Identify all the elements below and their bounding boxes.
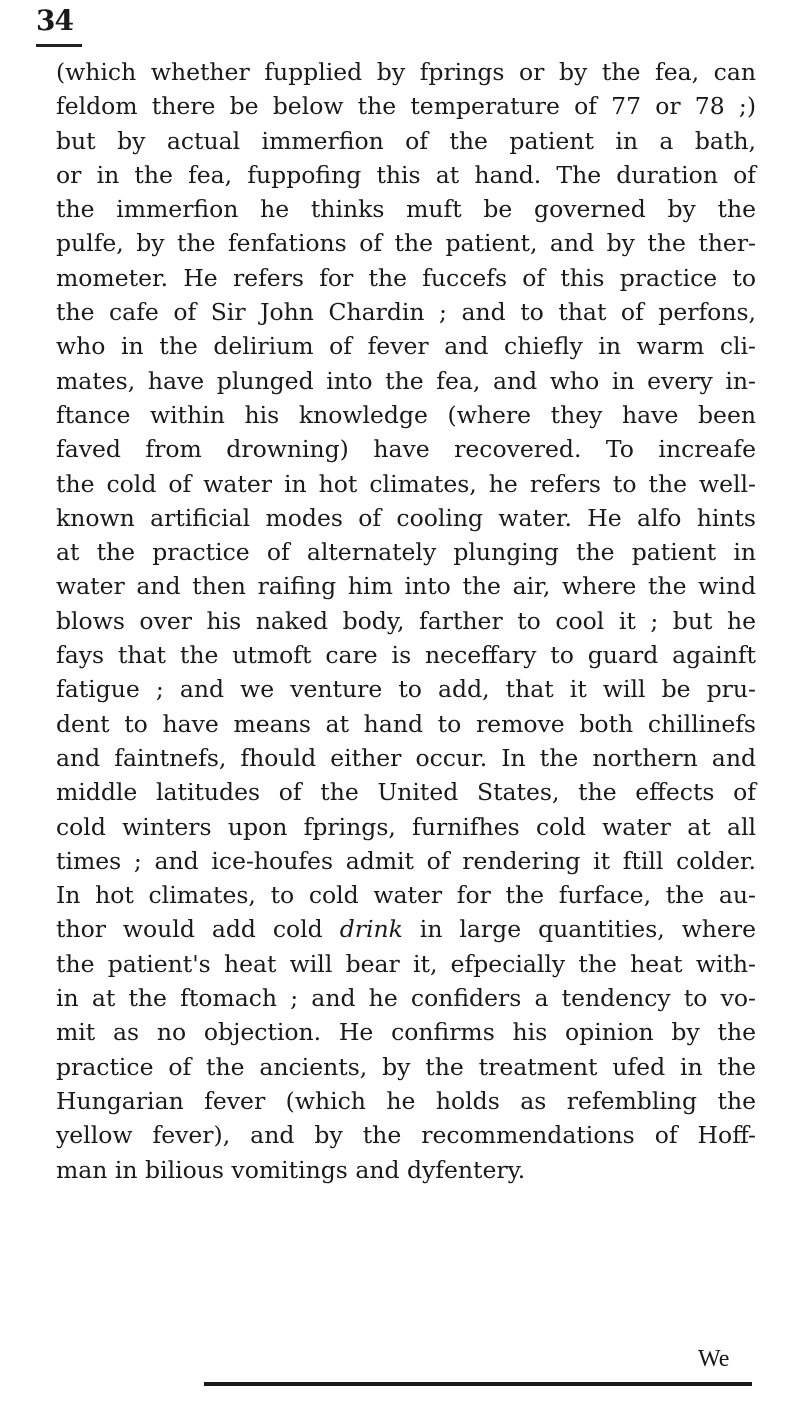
text-line: Hungarian fever (which he holds as refembling the: [56, 1086, 756, 1115]
text-line: man in bilious vomitings and dyfentery.: [56, 1155, 526, 1184]
text-line: the patient's heat will bear it, efpecially the heat with-: [56, 949, 756, 978]
page-number: 34: [36, 4, 73, 37]
catchword: We: [698, 1346, 730, 1372]
text-line: the cafe of Sir John Chardin ; and to that of perfons,: [56, 298, 756, 327]
footer-rule: [204, 1382, 752, 1386]
text-line: ftance within his knowledge (where they have been: [56, 400, 756, 429]
text-line: who in the delirium of fever and chiefly in warm cli-: [56, 332, 756, 361]
text-line: feldom there be below the temperature of 77 or 78 ;): [56, 92, 756, 121]
text-line: times ; and ice-houfes admit of rendering it ftill colder.: [56, 846, 756, 875]
text-line: the immerfion he thinks muft be governed by the: [56, 195, 756, 224]
text-line: practice of the ancients, by the treatment ufed in the: [56, 1052, 756, 1081]
text-line: fatigue ; and we venture to add, that it will be pru-: [56, 675, 756, 704]
text-line: In hot climates, to cold water for the furface, the au-: [56, 881, 756, 910]
text-line: mometer. He refers for the fuccefs of this practice to: [56, 263, 756, 292]
text-line: mit as no objection. He confirms his opinion by the: [56, 1018, 756, 1047]
header-rule: [36, 44, 82, 47]
text-line: at the practice of alternately plunging the patient in: [56, 538, 756, 567]
emphasis-drink: drink: [339, 915, 403, 944]
text-line: water and then raifing him into the air, where the wind: [56, 572, 756, 601]
text-line: faved from drowning) have recovered. To increafe: [56, 435, 756, 464]
text-line: known artificial modes of cooling water. He alfo hints: [56, 503, 756, 532]
text-line: in at the ftomach ; and he confiders a tendency to vo-: [56, 984, 756, 1013]
text-line: (which whether fupplied by fprings or by the fea, can: [56, 58, 756, 86]
text-line: yellow fever), and by the recommendations of Hoff-: [56, 1121, 756, 1150]
text-line: but by actual immerfion of the patient in a bath,: [56, 126, 756, 155]
text-line: the cold of water in hot climates, he refers to the well-: [56, 469, 756, 498]
text-line: dent to have means at hand to remove both chillinefs: [56, 709, 756, 738]
text-line: mates, have plunged into the fea, and who in every in-: [56, 366, 756, 395]
text-line: thor would add cold drink in large quantities, where: [56, 915, 756, 944]
text-line: fays that the utmoft care is neceffary to guard againft: [56, 641, 756, 670]
text-line: cold winters upon fprings, furnifhes cold water at all: [56, 812, 756, 841]
text-line: and faintnefs, fhould either occur. In the northern and: [56, 743, 756, 772]
text-line: or in the fea, fuppofing this at hand. The duration of: [56, 160, 756, 189]
text-line: pulfe, by the fenfations of the patient, and by the ther-: [56, 229, 756, 258]
text-line: middle latitudes of the United States, the effects of: [56, 778, 756, 807]
text-line: blows over his naked body, farther to cool it ; but he: [56, 606, 756, 635]
body-text: [56, 55, 756, 1187]
